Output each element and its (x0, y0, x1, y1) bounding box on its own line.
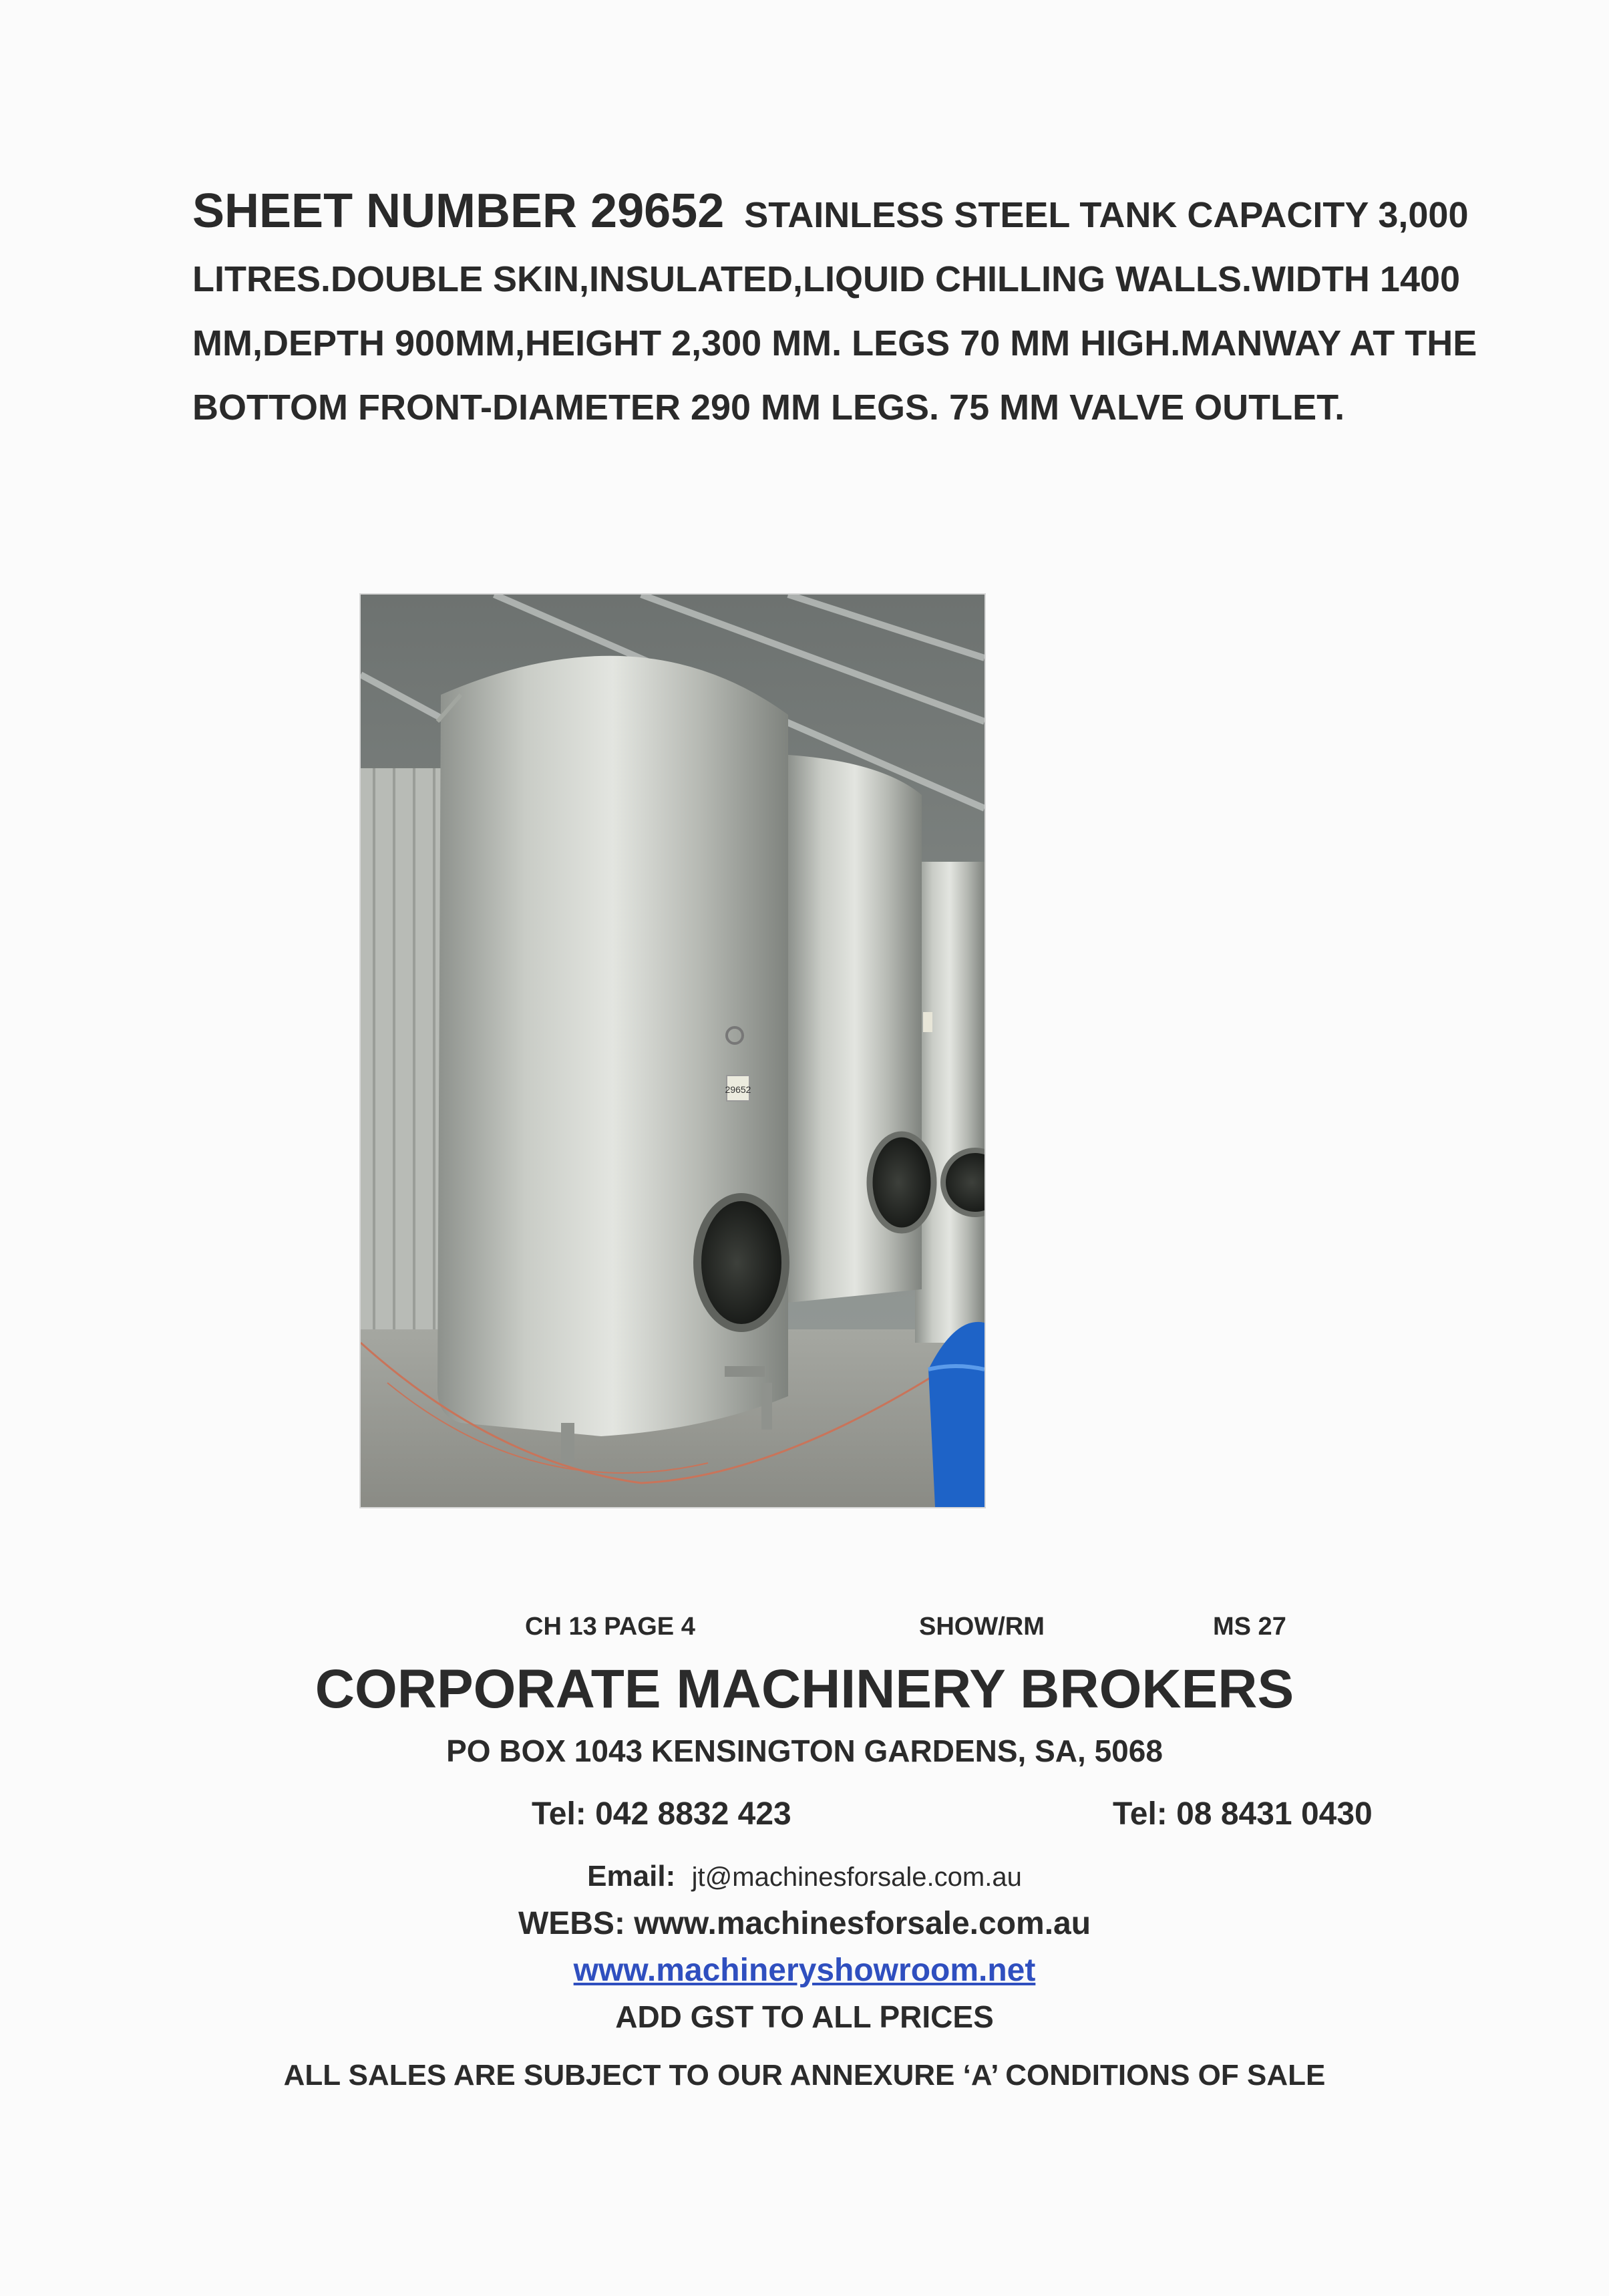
channel-page-label: CH 13 PAGE 4 (525, 1613, 695, 1641)
gst-notice: ADD GST TO ALL PRICES (615, 1999, 994, 2034)
websites-line: WEBS: www.machinesforsale.com.au (518, 1906, 1091, 1941)
company-name: CORPORATE MACHINERY BROKERS (315, 1659, 1294, 1719)
ms-label: MS 27 (1213, 1613, 1286, 1641)
product-photo (361, 595, 985, 1507)
description-line-3: MM,DEPTH 900MM,HEIGHT 2,300 MM. LEGS 70 MM HIGH.MANWAY AT THE (192, 323, 1477, 363)
tank-tag-number: 29652 (725, 1084, 751, 1095)
email-label: Email: (587, 1860, 676, 1893)
description-block (192, 179, 1582, 440)
tank-photo-illustration (361, 595, 985, 1507)
company-address: PO BOX 1043 KENSINGTON GARDENS, SA, 5068 (446, 1734, 1163, 1768)
conditions-of-sale: ALL SALES ARE SUBJECT TO OUR ANNEXURE ‘A’ CONDITIONS OF SALE (283, 2059, 1326, 2092)
description-intro: STAINLESS STEEL TANK CAPACITY 3,000 (744, 195, 1469, 235)
website-link-line (0, 1952, 1609, 1989)
description-line-1 (192, 179, 1582, 247)
website-link[interactable]: www.machineryshowroom.net (573, 1953, 1036, 1988)
description-line-2: LITRES.DOUBLE SKIN,INSULATED,LIQUID CHILLING WALLS.WIDTH 1400 (192, 259, 1461, 299)
email-address[interactable]: jt@machinesforsale.com.au (691, 1862, 1022, 1892)
sheet-number: SHEET NUMBER 29652 (192, 184, 725, 238)
telephone-mobile: Tel: 042 8832 423 (532, 1796, 791, 1832)
telephone-landline: Tel: 08 8431 0430 (1113, 1796, 1373, 1832)
description-line-4: BOTTOM FRONT-DIAMETER 290 MM LEGS. 75 MM VALVE OUTLET. (192, 387, 1345, 428)
show-room-label: SHOW/RM (919, 1613, 1045, 1641)
email-line (0, 1860, 1609, 1893)
